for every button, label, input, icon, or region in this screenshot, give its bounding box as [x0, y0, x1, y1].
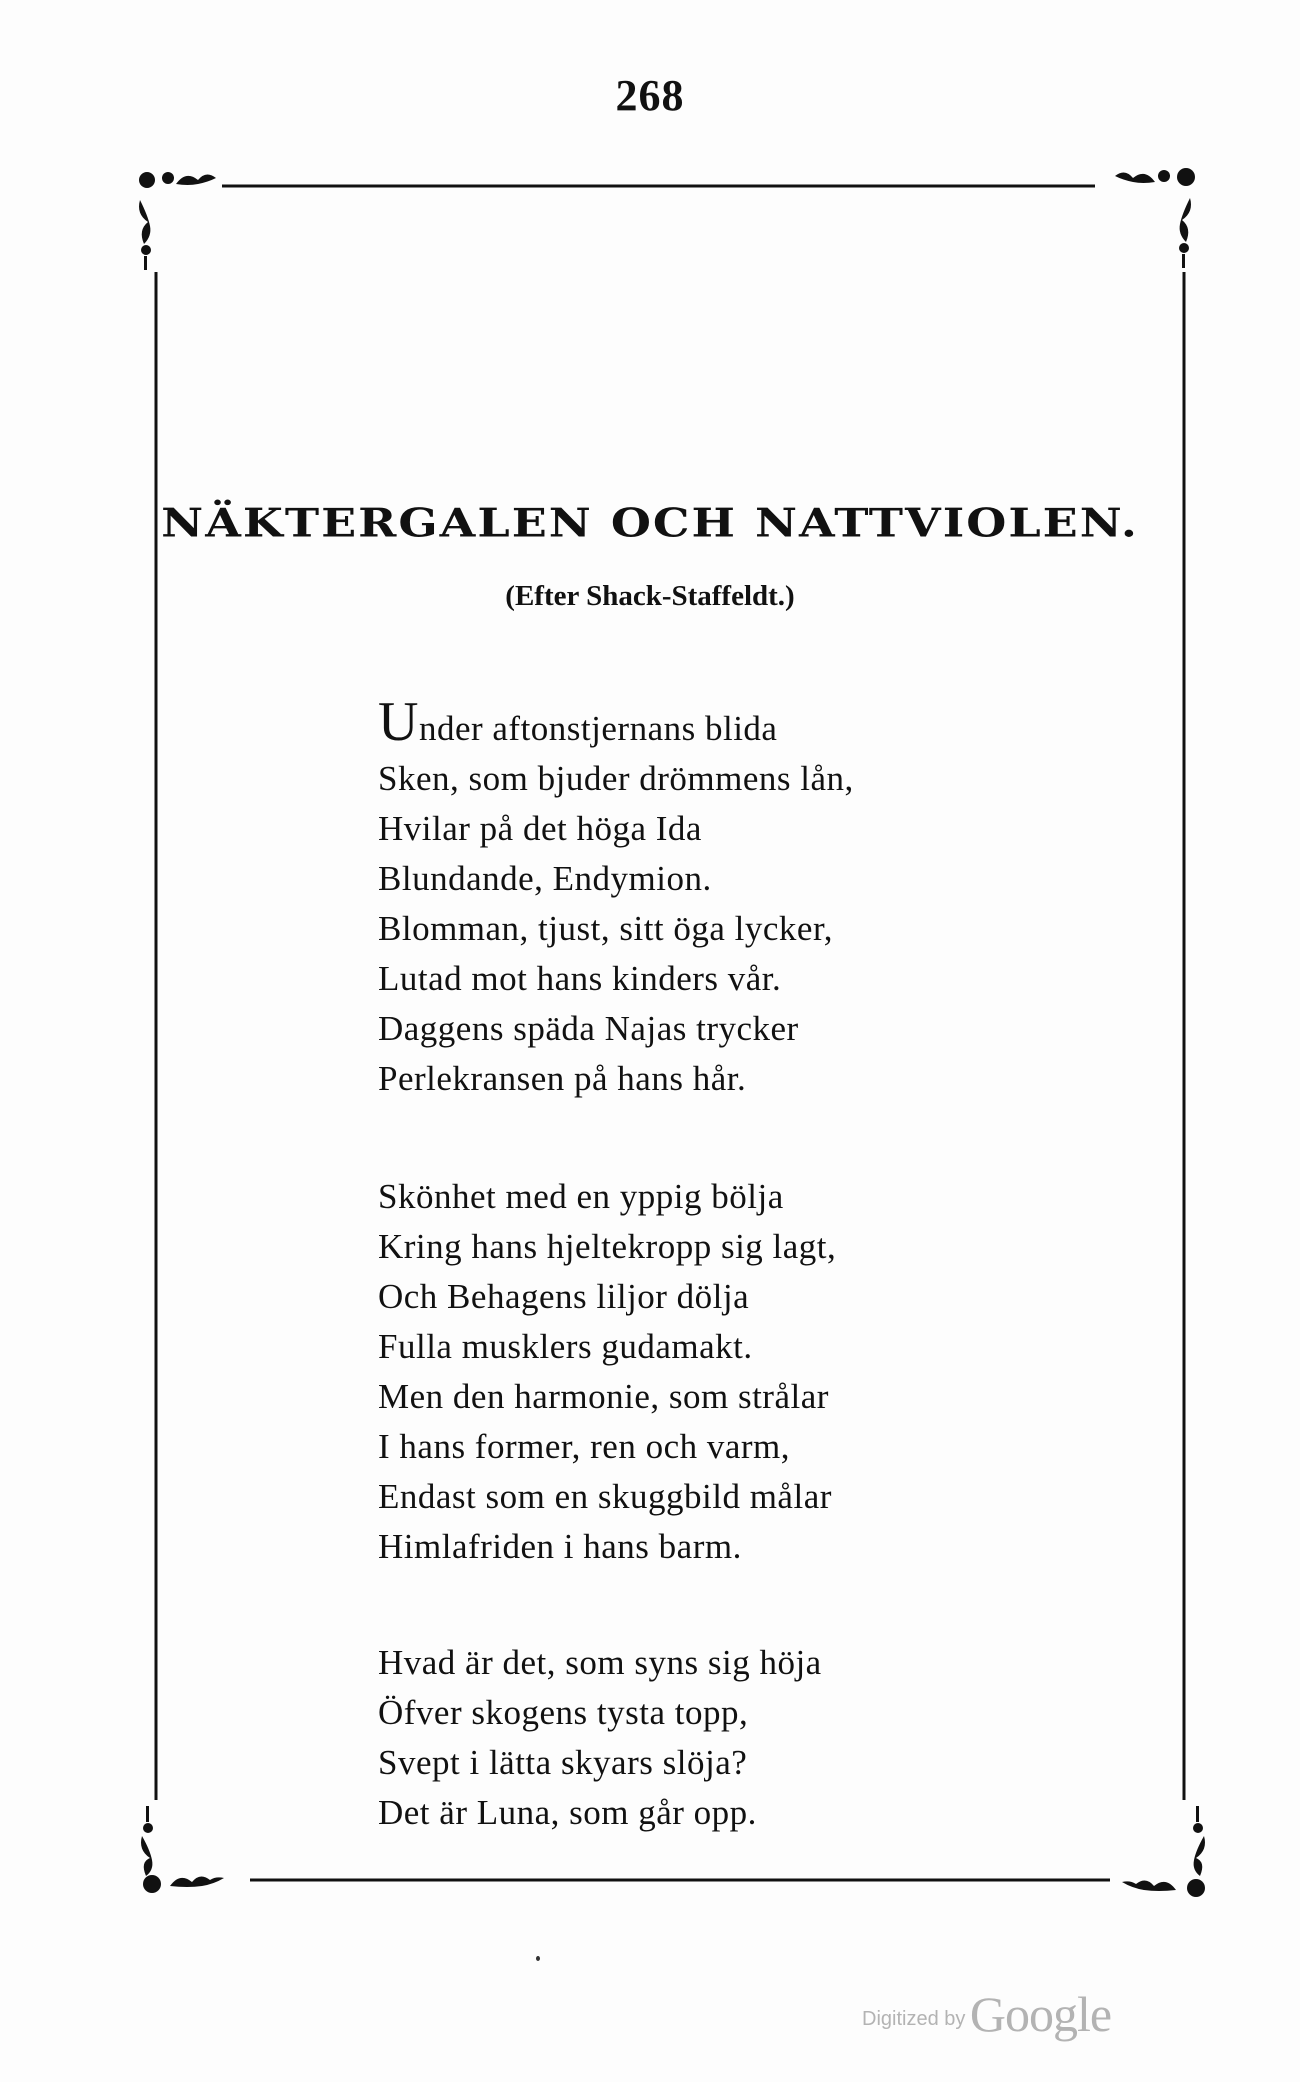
verse-line: Blundande, Endymion. — [378, 859, 712, 898]
verse-line: Perlekransen på hans hår. — [378, 1059, 747, 1098]
verse-line: Kring hans hjeltekropp sig lagt, — [378, 1227, 837, 1266]
verse-line: Under aftonstjernans blida — [378, 691, 778, 753]
verse-line: Sken, som bjuder drömmens lån, — [378, 759, 854, 798]
verse-line: Skönhet med en yppig bölja — [378, 1177, 784, 1216]
verse-line: Fulla musklers gudamakt. — [378, 1327, 753, 1366]
verse-line: Men den harmonie, som strålar — [378, 1377, 829, 1416]
verse-line: Hvad är det, som syns sig höja — [378, 1643, 822, 1682]
verse-line: Lutad mot hans kinders vår. — [378, 959, 782, 998]
stanza-2 — [378, 1172, 836, 1572]
corner-ornament-icon — [141, 1806, 224, 1893]
corner-ornament-icon — [1122, 1806, 1205, 1897]
drop-cap: U — [378, 691, 419, 753]
corner-ornament-icon — [1115, 168, 1195, 268]
verse-line: Öfver skogens tysta topp, — [378, 1693, 749, 1732]
verse-line: I hans former, ren och varm, — [378, 1427, 791, 1466]
verse-line: Svept i lätta skyars slöja? — [378, 1743, 748, 1782]
stanza-3 — [378, 1638, 822, 1838]
verse-line: Och Behagens liljor dölja — [378, 1277, 750, 1316]
poem-subtitle: (Efter Shack-Staffeldt.) — [505, 580, 795, 612]
verse-line: Himlafriden i hans barm. — [378, 1527, 742, 1566]
ink-speck — [536, 1956, 540, 1961]
page-number: 268 — [615, 71, 685, 120]
verse-line: Det är Luna, som går opp. — [378, 1793, 757, 1832]
verse-line: Blomman, tjust, sitt öga lycker, — [378, 909, 833, 948]
corner-ornament-icon — [139, 172, 216, 270]
google-logo: Google — [969, 1986, 1112, 2042]
digitized-watermark — [862, 1985, 1111, 2043]
verse-line: Hvilar på det höga Ida — [378, 809, 702, 848]
stanza-1 — [378, 691, 854, 1104]
digitized-by-label: Digitized by — [862, 2008, 966, 2030]
poem-title: NÄKTERGALEN OCH NATTVIOLEN. — [161, 500, 1139, 546]
verse-line: Endast som en skuggbild målar — [378, 1477, 832, 1516]
verse-line: Daggens späda Najas trycker — [378, 1009, 799, 1048]
